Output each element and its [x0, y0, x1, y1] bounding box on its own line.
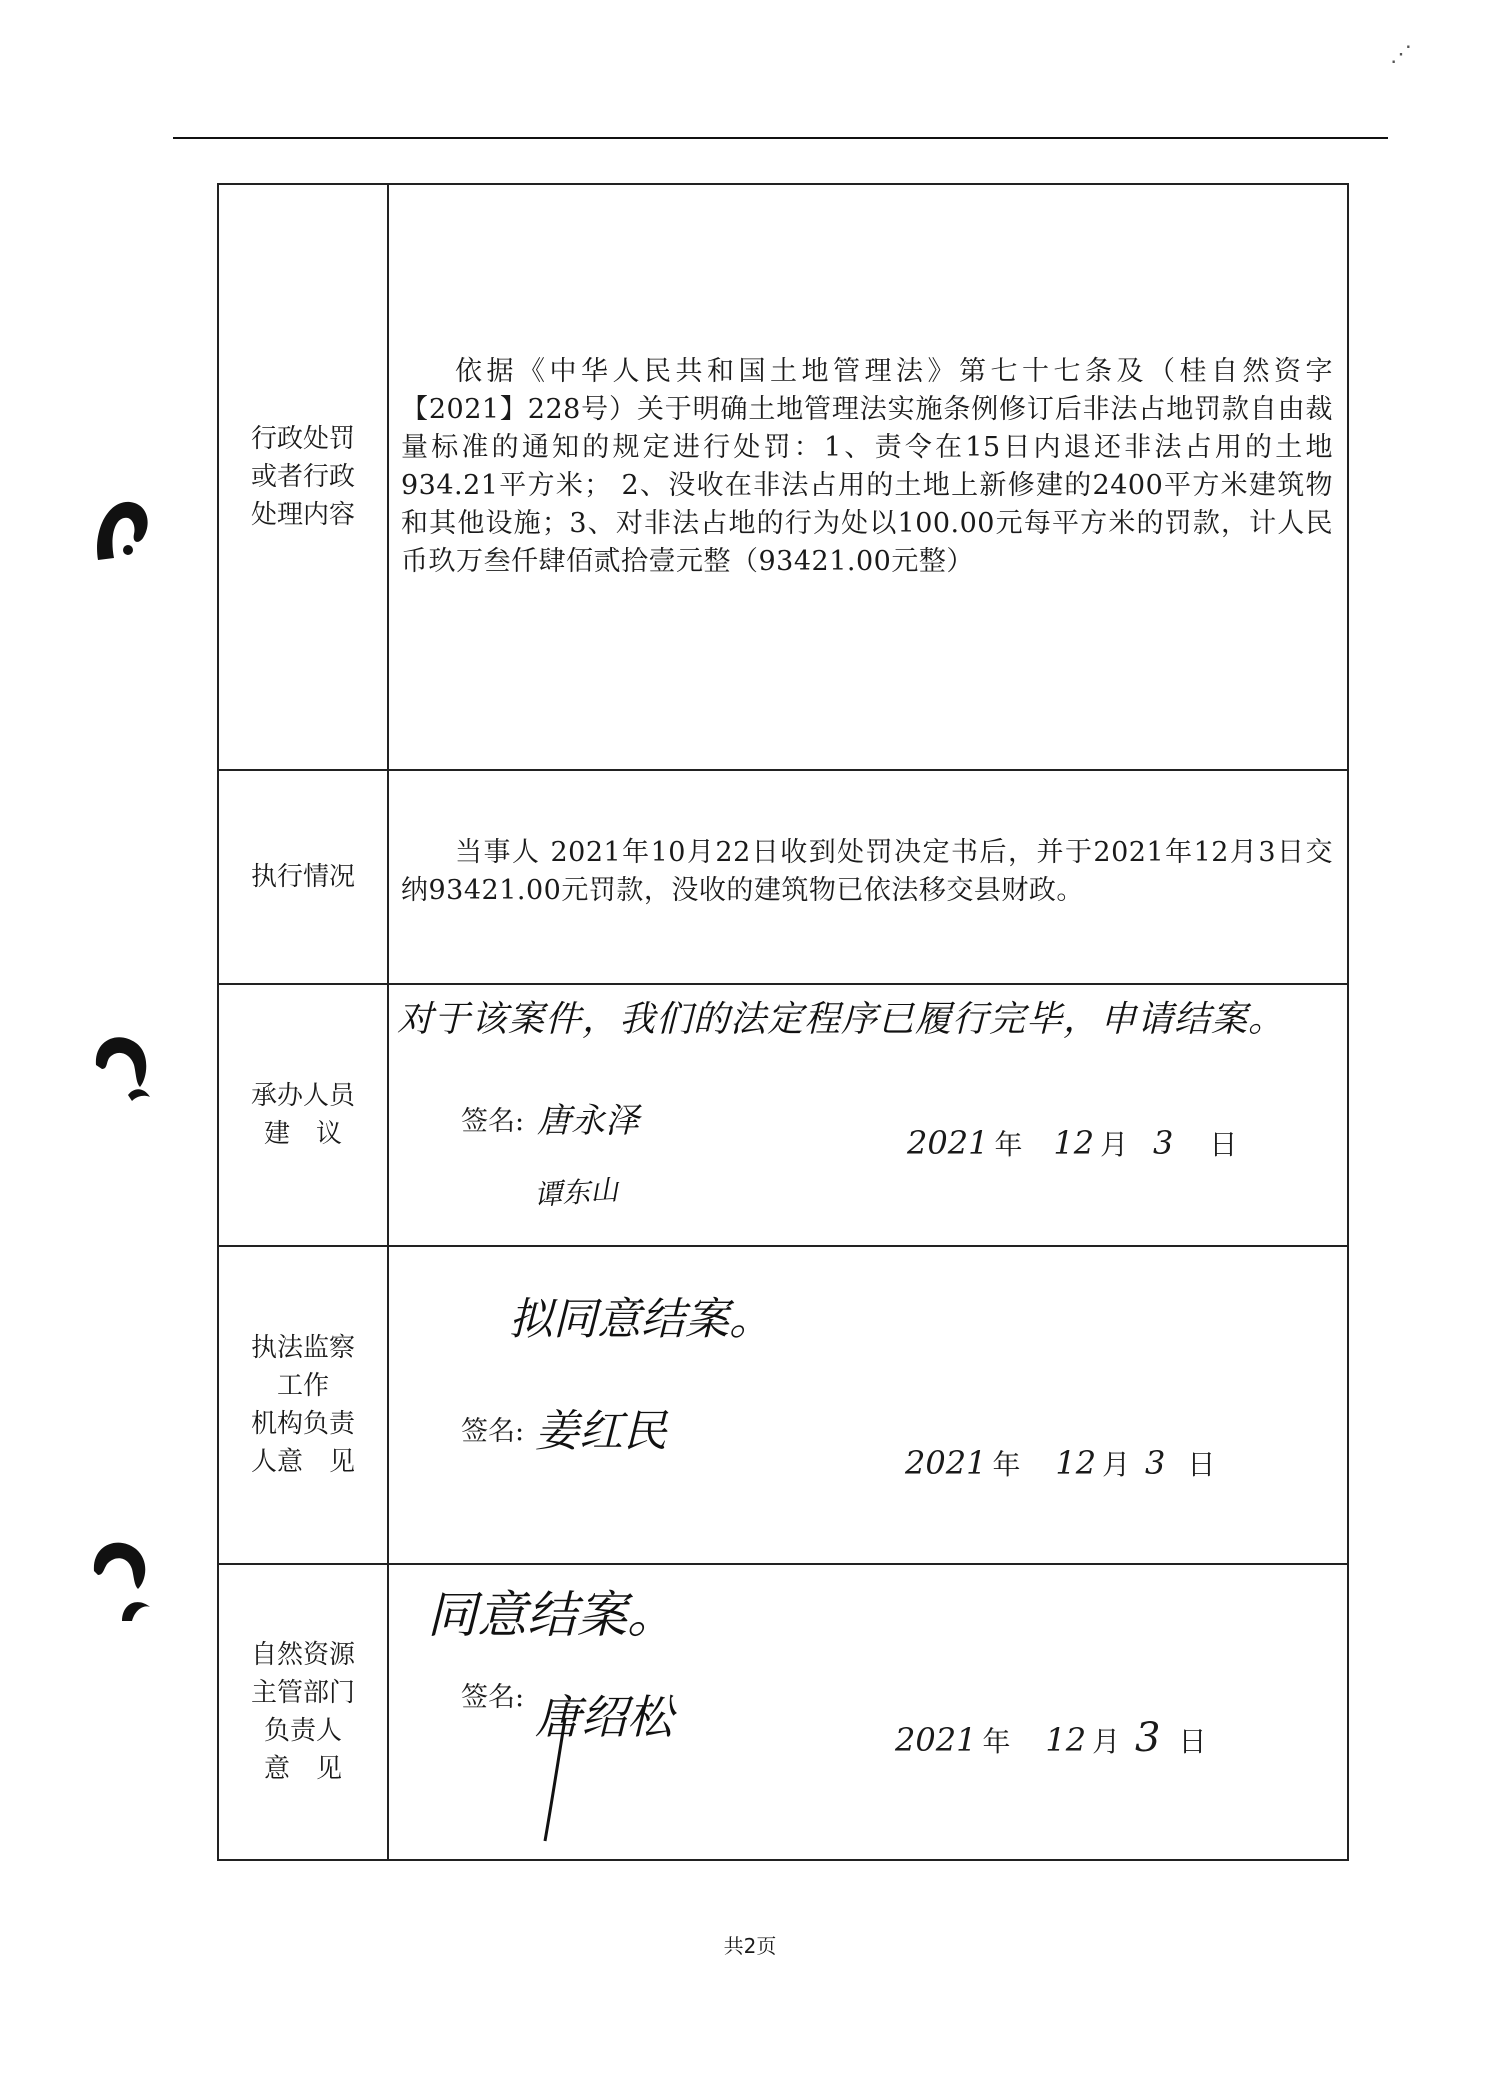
authority-sign-label: 签名: — [461, 1682, 525, 1713]
supervision-date: 2021 年 12 月 3 日 — [905, 1444, 1216, 1482]
authority-date: 2021 年 12 月 3 日 — [895, 1715, 1207, 1761]
execution-row — [218, 770, 1348, 984]
execution-label: 执行情况 — [218, 770, 388, 984]
authority-row — [218, 1564, 1348, 1860]
handler-signature-1: 唐永泽 — [537, 1101, 639, 1141]
authority-signature-stroke — [539, 1715, 579, 1845]
binder-hole-mark — [88, 1535, 158, 1625]
authority-signature: 唐绍松 — [535, 1690, 673, 1744]
handler-content-cell — [388, 984, 1348, 1246]
authority-label: 自然资源 主管部门 负责人 意 见 — [218, 1564, 388, 1860]
corner-mark: ⋰ — [1390, 42, 1412, 67]
binder-hole-mark — [88, 1025, 158, 1115]
binder-hole-mark — [88, 490, 158, 580]
authority-content-cell — [388, 1564, 1348, 1860]
execution-content-cell — [388, 770, 1348, 984]
handler-row — [218, 984, 1348, 1246]
supervision-signature: 姜红民 — [535, 1406, 667, 1457]
page-count-footer: 共2页 — [723, 1934, 777, 1958]
authority-handwritten-opinion: 同意结案。 — [427, 1586, 677, 1644]
handler-date: 2021 年 12 月 3 日 — [907, 1124, 1238, 1162]
penalty-text: 依据《中华人民共和国土地管理法》第七十七条及（桂自然资字【2021】228号）关于明确土地管理法实施条例修订后非法占地罚款自由裁量标准的通知的规定进行处罚：1、责令在15日内退还非法占用的土地934.21平方米； 2、没收在非法占用的土地上新修建的2400平方米建筑物和其他设施；3、对非法占地的行为处以100.00元每平方米的罚款，计人民币玖万叁仟肆佰贰拾壹元整（93421.00元整） — [401, 356, 1333, 577]
handler-signature-2: 谭东山 — [533, 1173, 620, 1212]
header-rule — [173, 137, 1388, 139]
supervision-content-cell — [388, 1246, 1348, 1564]
penalty-label: 行政处罚 或者行政 处理内容 — [218, 184, 388, 770]
case-closure-form — [217, 183, 1349, 1861]
handler-sign-label: 签名: — [461, 1106, 525, 1137]
execution-text: 当事人 2021年10月22日收到处罚决定书后，并于2021年12月3日交纳93421.00元罚款，没收的建筑物已依法移交县财政。 — [401, 837, 1333, 906]
supervision-label: 执法监察 工作 机构负责 人意 见 — [218, 1246, 388, 1564]
penalty-row — [218, 184, 1348, 770]
handler-label: 承办人员 建 议 — [218, 984, 388, 1246]
supervision-handwritten-opinion: 拟同意结案。 — [509, 1294, 773, 1345]
supervision-sign-label: 签名: — [461, 1416, 525, 1447]
penalty-content-cell — [388, 184, 1348, 770]
handler-handwritten-opinion: 对于该案件，我们的法定程序已履行完毕，申请结案。 — [397, 999, 1286, 1040]
supervision-row — [218, 1246, 1348, 1564]
